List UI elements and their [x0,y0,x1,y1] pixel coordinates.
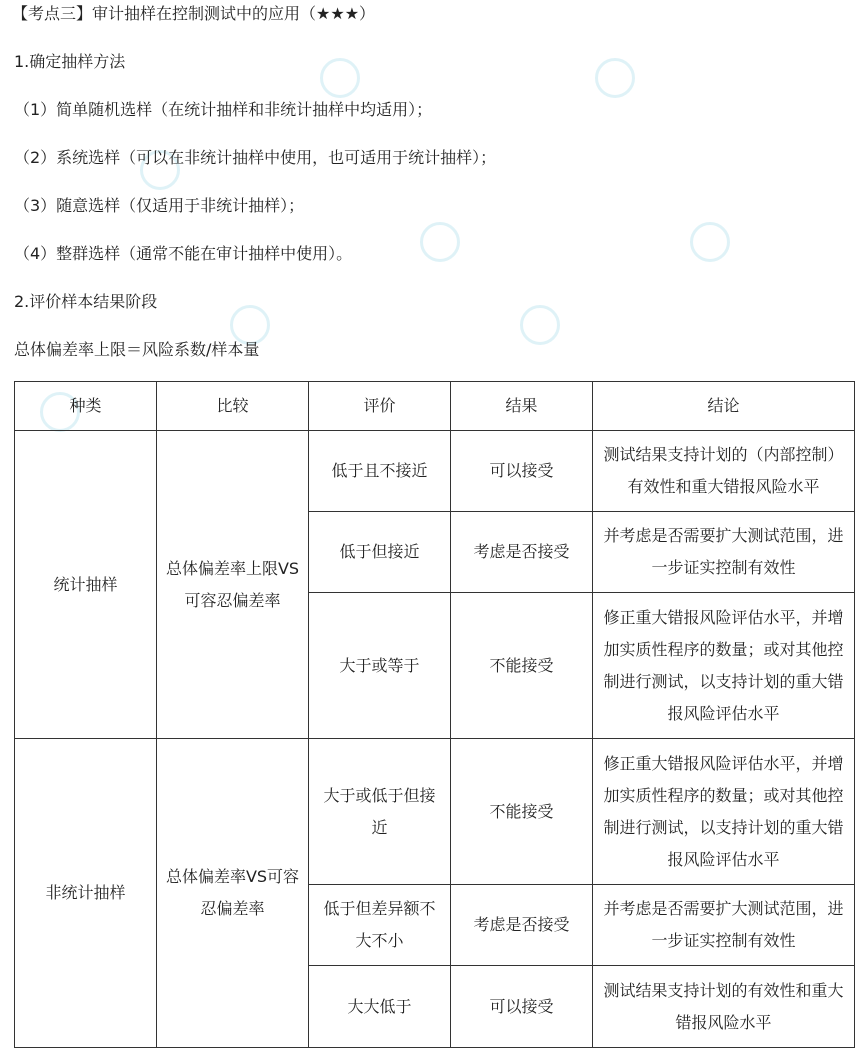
header-compare: 比较 [157,382,309,431]
table-header-row [15,382,855,431]
cell-conclusion: 并考虑是否需要扩大测试范围，进一步证实控制有效性 [593,512,855,593]
cell-result: 可以接受 [451,431,593,512]
watermark-logo [420,222,460,262]
cell-result: 可以接受 [451,966,593,1048]
header-eval: 评价 [309,382,451,431]
header-conclusion: 结论 [593,382,855,431]
cell-result: 考虑是否接受 [451,885,593,966]
header-result: 结果 [451,382,593,431]
cell-conclusion: 修正重大错报风险评估水平，并增加实质性程序的数量；或对其他控制进行测试，以支持计划的重大错报风险评估水平 [593,739,855,885]
cell-result: 考虑是否接受 [451,512,593,593]
cell-eval: 大于或等于 [309,593,451,739]
page-title: 【考点三】审计抽样在控制测试中的应用（★★★） [12,4,376,23]
watermark-logo [690,222,730,262]
cell-compare: 总体偏差率上限VS可容忍偏差率 [157,431,309,739]
watermark-logo [595,58,635,98]
watermark-logo [520,305,560,345]
header-type: 种类 [15,382,157,431]
table-row [15,431,855,512]
method-item: （4）整群选样（通常不能在审计抽样中使用）。 [14,244,353,263]
cell-type: 非统计抽样 [15,739,157,1048]
cell-type: 统计抽样 [15,431,157,739]
section1-heading: 1.确定抽样方法 [14,52,126,71]
cell-result: 不能接受 [451,739,593,885]
method-item: （2）系统选样（可以在非统计抽样中使用，也可适用于统计抽样）； [14,148,497,167]
method-item: （3）随意选样（仅适用于非统计抽样）； [14,196,305,215]
table-row [15,739,855,885]
cell-eval: 低于且不接近 [309,431,451,512]
evaluation-table [14,381,855,1048]
formula-text: 总体偏差率上限＝风险系数/样本量 [14,340,260,359]
cell-eval: 大大低于 [309,966,451,1048]
cell-eval: 低于但接近 [309,512,451,593]
cell-eval: 大于或低于但接近 [309,739,451,885]
cell-result: 不能接受 [451,593,593,739]
watermark-logo [320,58,360,98]
cell-conclusion: 并考虑是否需要扩大测试范围，进一步证实控制有效性 [593,885,855,966]
cell-conclusion: 测试结果支持计划的有效性和重大错报风险水平 [593,966,855,1048]
method-item: （1）简单随机选样（在统计抽样和非统计抽样中均适用）； [14,100,433,119]
section2-heading: 2.评价样本结果阶段 [14,292,158,311]
cell-eval: 低于但差异额不大不小 [309,885,451,966]
cell-conclusion: 测试结果支持计划的（内部控制）有效性和重大错报风险水平 [593,431,855,512]
watermark-logo [230,305,270,345]
cell-conclusion: 修正重大错报风险评估水平，并增加实质性程序的数量；或对其他控制进行测试，以支持计划的重大错报风险评估水平 [593,593,855,739]
cell-compare: 总体偏差率VS可容忍偏差率 [157,739,309,1048]
